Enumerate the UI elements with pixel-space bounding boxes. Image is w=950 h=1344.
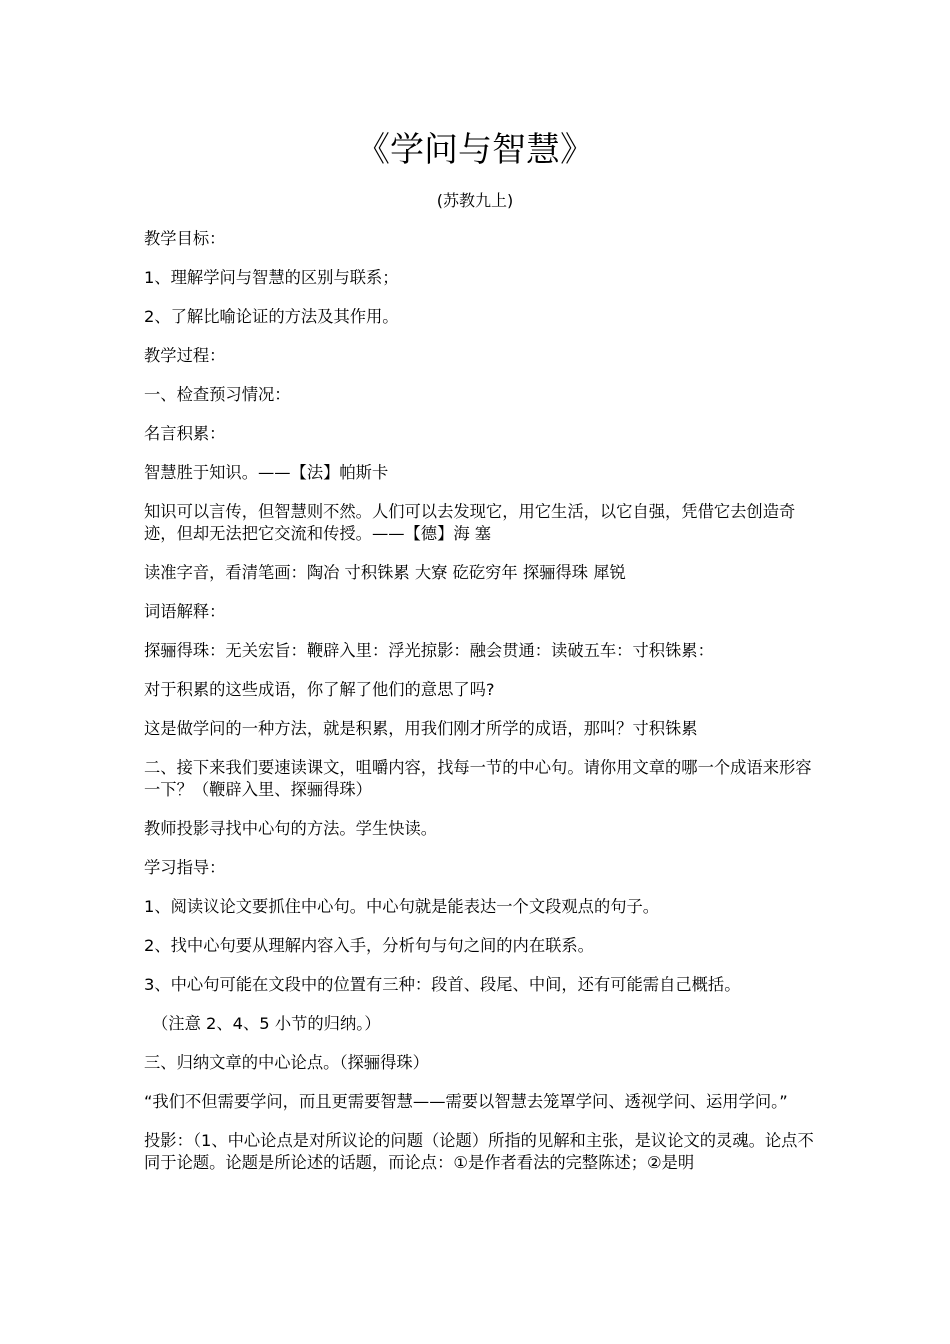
paragraph-guide-1: 1、阅读议论文要抓住中心句。中心句就是能表达一个文段观点的句子。 [144, 897, 660, 916]
paragraph-vocabulary-heading: 词语解释： [144, 602, 226, 621]
paragraph-section-3: 三、归纳文章的中心论点。（探骊得珠） [144, 1053, 429, 1072]
paragraph-note: （注意 2、4、5 小节的归纳。） [152, 1014, 381, 1033]
paragraph-section-1-heading: 一、检查预习情况： [144, 385, 291, 404]
paragraph-projection: 投影：（1、中心论点是对所议论的问题（论题）所指的见解和主张，是议论文的灵魂。论点不同于论题。论题是所论述的话题，而论点：①是作者看法的完整陈述；②是明 [144, 1131, 814, 1172]
paragraph-section-2: 二、接下来我们要速读课文，咀嚼内容，找每一节的中心句。请你用文章的哪一个成语来形容一下？（鞭辟入里、探骊得珠） [144, 758, 812, 799]
paragraph-vocabulary-list: 探骊得珠：无关宏旨：鞭辟入里：浮光掠影：融会贯通：读破五车：寸积铢累： [144, 641, 714, 660]
paragraph-pronunciation: 读准字音，看清笔画：陶冶 寸积铢累 大寮 矻矻穷年 探骊得珠 犀锐 [144, 563, 626, 582]
paragraph-question: 对于积累的这些成语，你了解了他们的意思了吗? [144, 680, 495, 699]
paragraph-central-thesis: “我们不但需要学问，而且更需要智慧——需要以智慧去笼罩学问、透视学问、运用学问。” [144, 1092, 788, 1111]
paragraph-teacher-projection: 教师投影寻找中心句的方法。学生快读。 [144, 819, 438, 838]
paragraph-study-guide-heading: 学习指导： [144, 858, 226, 877]
document-title: 《学问与智慧》 [356, 130, 594, 170]
document-body [144, 228, 819, 1191]
paragraph-quote-pascal: 智慧胜于知识。——【法】帕斯卡 [144, 463, 389, 482]
paragraph-teaching-process-heading: 教学过程： [144, 346, 226, 365]
paragraph-teaching-goals-heading: 教学目标： [144, 229, 226, 248]
paragraph-method: 这是做学问的一种方法，就是积累，用我们刚才所学的成语，那叫？寸积铢累 [144, 719, 698, 738]
paragraph-goal-2: 2、了解比喻论证的方法及其作用。 [144, 307, 399, 326]
paragraph-guide-3: 3、中心句可能在文段中的位置有三种：段首、段尾、中间，还有可能需自己概括。 [144, 975, 741, 994]
document-subtitle: (苏教九上) [436, 191, 514, 210]
paragraph-quote-hesse: 知识可以言传，但智慧则不然。人们可以去发现它，用它生活，以它自强，凭借它去创造奇迹，但却无法把它交流和传授。——【德】海 塞 [144, 502, 796, 543]
paragraph-quotes-heading: 名言积累： [144, 424, 226, 443]
paragraph-goal-1: 1、理解学问与智慧的区别与联系； [144, 268, 399, 287]
paragraph-guide-2: 2、找中心句要从理解内容入手，分析句与句之间的内在联系。 [144, 936, 594, 955]
